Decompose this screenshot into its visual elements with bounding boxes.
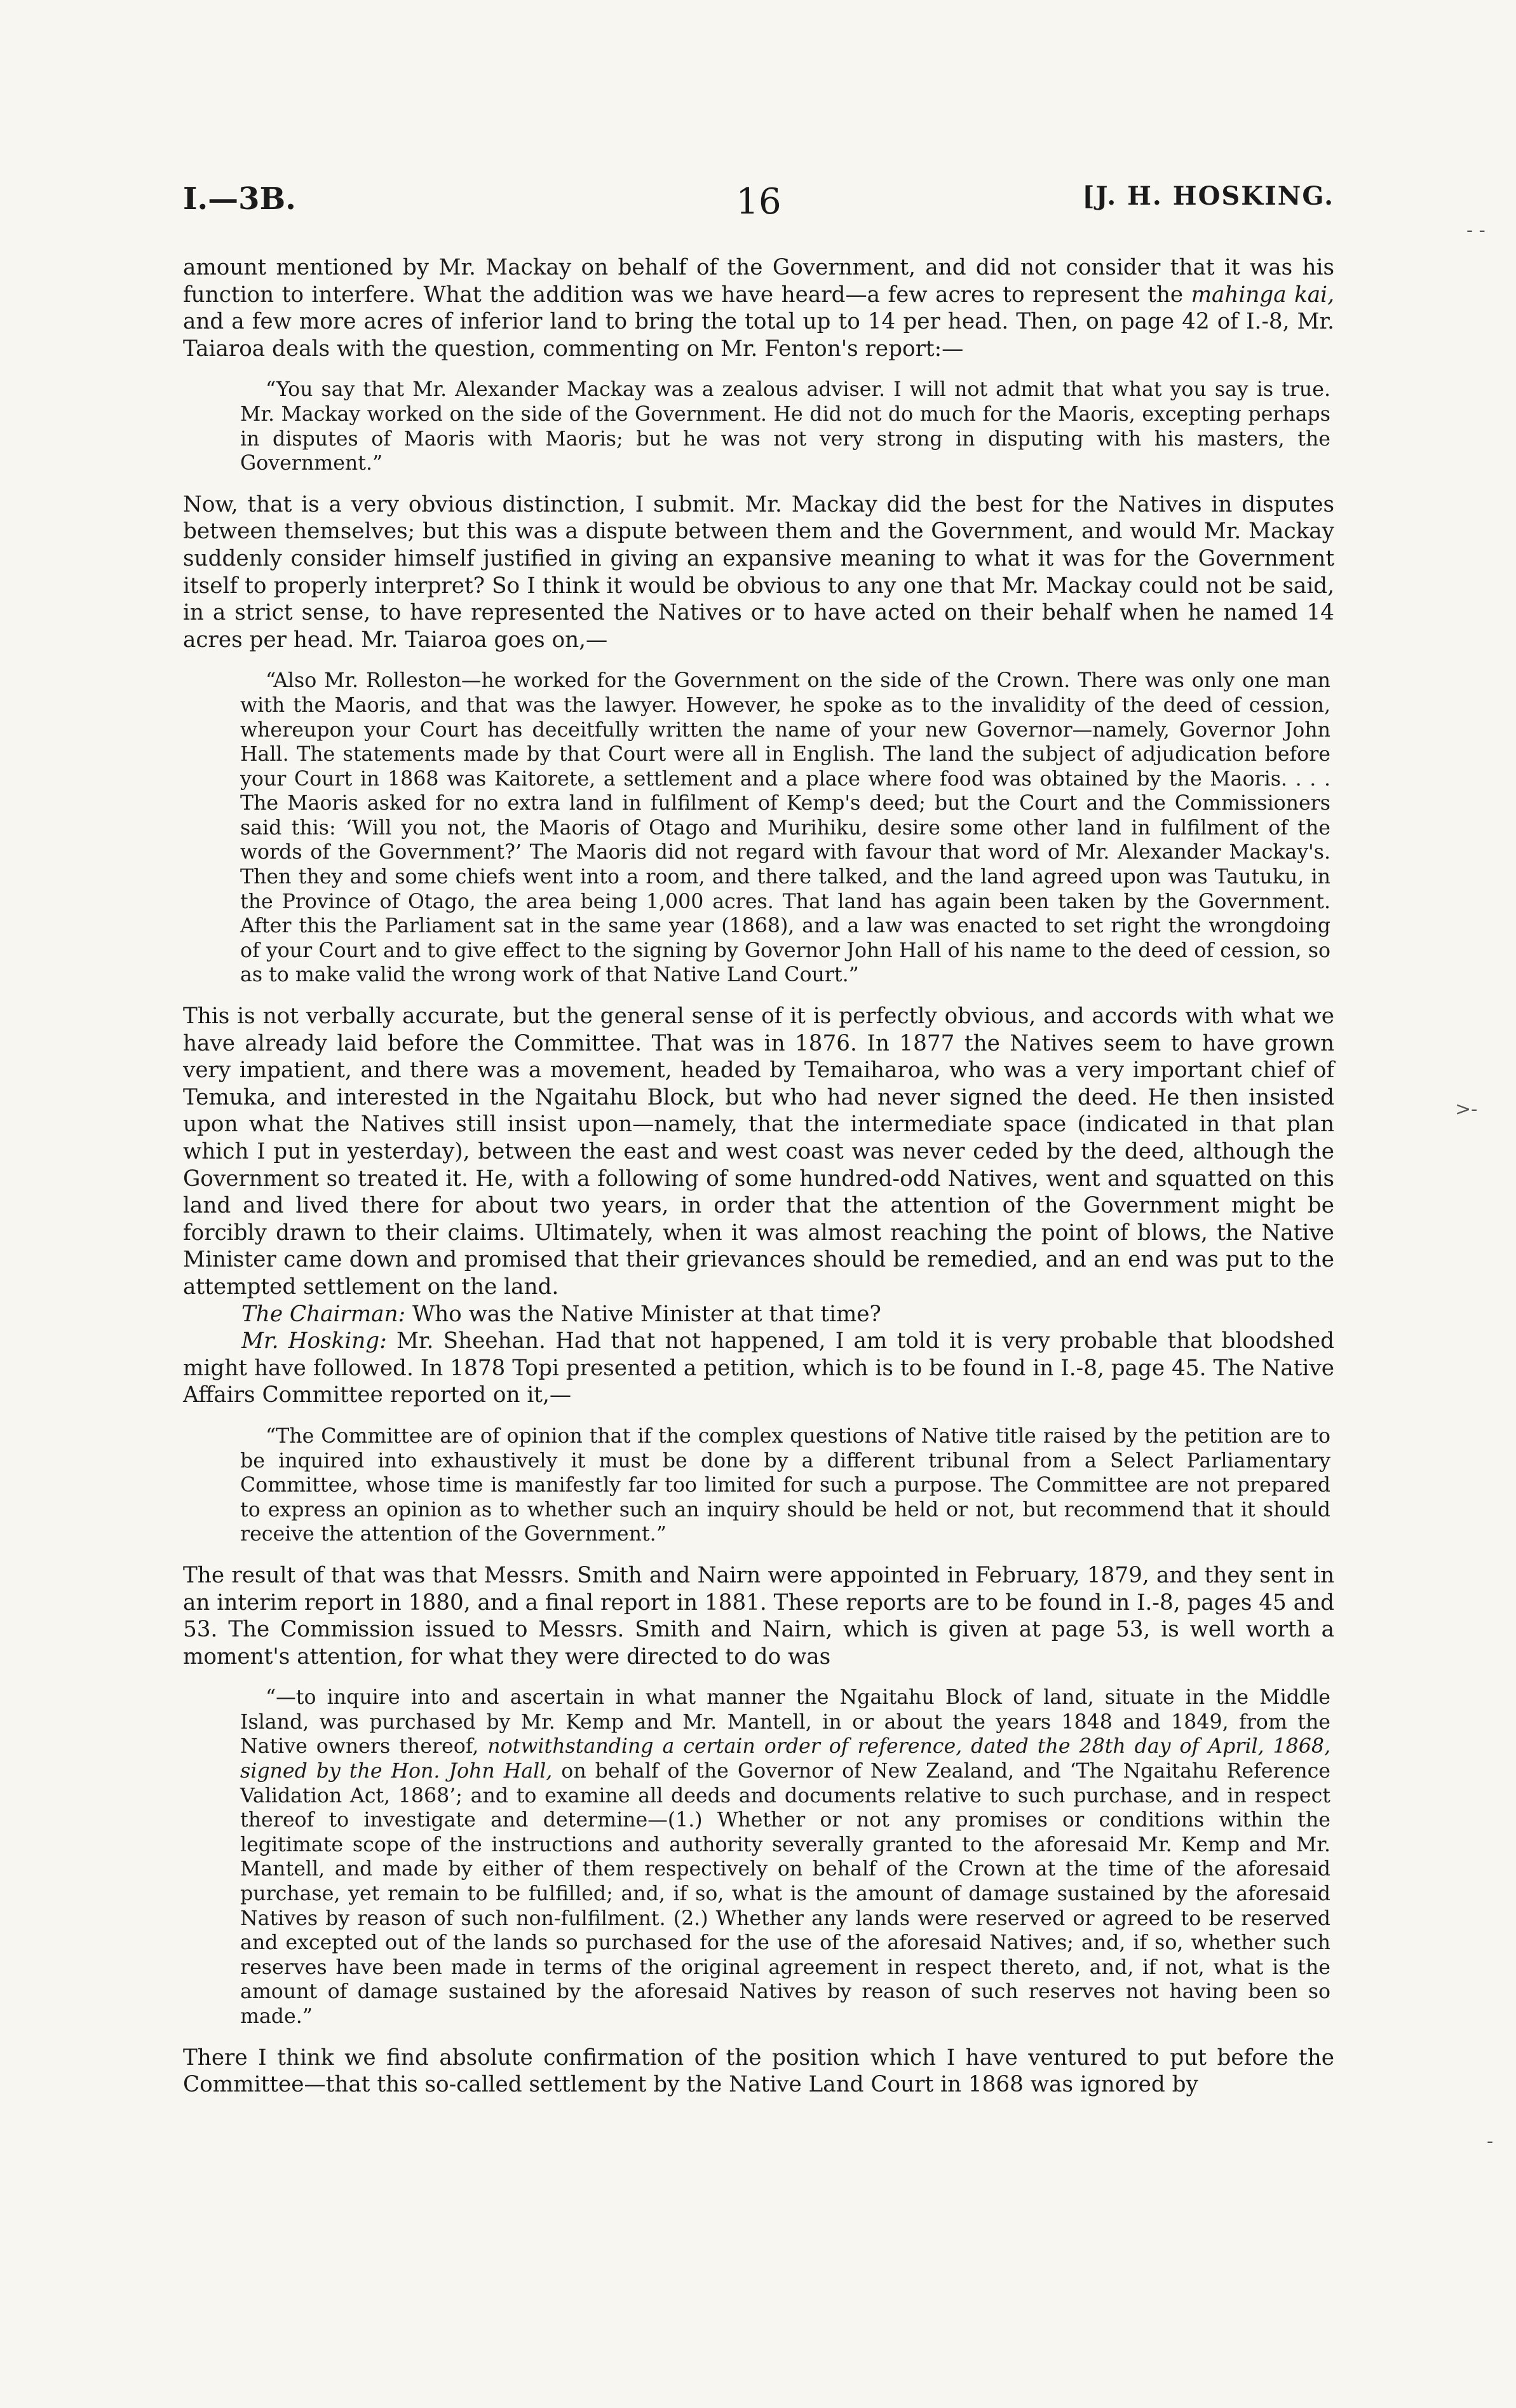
block-quote <box>240 1685 1330 2029</box>
page-number: 16 <box>736 181 782 222</box>
italic-term: mahinga kai, <box>1191 282 1334 308</box>
paragraph: This is not verbally accurate, but the general sense of it is perfectly obvious, and accords with what we have already laid before the Committee. That was in 1876. In 1877 the Natives seem to have grown very impatient, and there was a movement, headed by Temaiharoa, who was a very important chief of Temuka, and interested in the Ngaitahu Block, but who had never signed the deed. He then insisted upon what the Natives still insist upon—namely, that the intermediate space (indicated in that plan which I put in yesterday), between the east and west coast was never ceded by the deed, although the Government so treated it. He, with a following of some hundred-odd Natives, went and squatted on this land and lived there for about two years, in order that the attention of the Government might be forcibly drawn to their claims. Ultimately, when it was almost reaching the point of blows, the Native Minister came down and promised that their grievances should be remedied, and an end was put to the attempted settlement on the land. <box>183 1003 1334 1300</box>
margin-mark: - <box>1487 2130 1494 2153</box>
paragraph <box>183 254 1334 362</box>
paragraph: There I think we find absolute confirmation of the position which I have ventured to put before the Committee—that this so-called settlement by the Native Land Court in 1868 was ignored by <box>183 2044 1334 2098</box>
speaker-name: The Chairman: <box>241 1301 406 1327</box>
text-run: and a few more acres of inferior land to bring the total up to 14 per head. Then, on page 42 of I.-8, Mr. Taiaroa deals with the question, commenting on Mr. Fenton's report:— <box>183 309 1334 362</box>
paragraph: Now, that is a very obvious distinction, I submit. Mr. Mackay did the best for the Natives in disputes between themselves; but this was a dispute between them and the Government, and would Mr. Mackay suddenly consider himself justified in giving an expansive meaning to what it was for the Government itself to properly interpret? So I think it would be obvious to any one that Mr. Mackay could not be said, in a strict sense, to have represented the Natives or to have acted on their behalf when he named 14 acres per head. Mr. Taiaroa goes on,— <box>183 491 1334 653</box>
block-quote: “Also Mr. Rolleston—he worked for the Government on the side of the Crown. There was only one man with the Maoris, and that was the lawyer. However, he spoke as to the invalidity of the deed of cession, whereupon your Court has deceitfully written the name of your new Governor—namely, Governor John Hall. The statements made by that Court were all in English. The land the subject of adjudication before your Court in 1868 was Kaitorete, a settlement and a place where food was obtained by the Maoris. . . . The Maoris asked for no extra land in fulfilment of Kemp's deed; but the Court and the Commissioners said this: ‘Will you not, the Maoris of Otago and Murihiku, desire some other land in fulfilment of the words of the Government?’ The Maoris did not regard with favour that word of Mr. Alexander Mackay's. Then they and some chiefs went into a room, and there talked, and the land agreed upon was Tautuku, in the Province of Otago, the area being 1,000 acres. That land has again been taken by the Government. After this the Parliament sat in the same year (1868), and a law was enacted to set right the wrongdoing of your Court and to give effect to the signing by Governor John Hall of his name to the deed of cession, so as to make valid the wrong work of that Native Land Court.” <box>240 669 1330 987</box>
speech-text: Mr. Sheehan. Had that not happened, I am told it is very probable that bloodshed might have followed. In 1878 Topi presented a petition, which is to be found in I.-8, page 45. The Native Affairs Committee reported on it,— <box>183 1328 1334 1408</box>
margin-mark: ‑ ‑ <box>1466 219 1486 241</box>
speaker-name: Mr. Hosking: <box>241 1328 387 1354</box>
paragraph: The result of that was that Messrs. Smith and Nairn were appointed in February, 1879, and they sent in an interim report in 1880, and a final report in 1881. These reports are to be found in I.-8, pages 45 and 53. The Commission issued to Messrs. Smith and Nairn, which is given at page 53, is well worth a moment's attention, for what they were directed to do was <box>183 1562 1334 1670</box>
block-quote: “The Committee are of opinion that if the complex questions of Native title raised by the petition are to be inquired into exhaustively it must be done by a different tribunal from a Select Parliamentary Committee, whose time is manifestly far too limited for such a purpose. The Committee are not prepared to express an opinion as to whether such an inquiry should be held or not, but recommend that it should receive the attention of the Government.” <box>240 1424 1330 1546</box>
text-run: on behalf of the Governor of New Zealand, and ‘The Ngaitahu Reference Validation Act, 1868’; and to examine all deeds and documents relative to such purchase, and in respect thereof to investigate and determine—(1.) Whether or not any promises or conditions within the legitimate scope of the instructions and authority severally granted to the aforesaid Mr. Kemp and Mr. Mantell, and made by either of them respectively on behalf of the Crown at the time of the aforesaid purchase, yet remain to be fulfilled; and, if so, what is the amount of damage sustained by the aforesaid Natives by reason of such non-fulfilment. (2.) Whether any lands were reserved or agreed to be reserved and excepted out of the lands so purchased for the use of the aforesaid Natives; and, if so, whether such reserves have been made in terms of the original agreement in respect thereto, and, if not, what is the amount of damage sustained by the aforesaid Natives by reason of such reserves not having been so made.” <box>240 1760 1331 2028</box>
block-quote: “You say that Mr. Alexander Mackay was a zealous adviser. I will not admit that what you say is true. Mr. Mackay worked on the side of the Government. He did not do much for the Maoris, excepting perhaps in disputes of Maoris with Maoris; but he was not very strong in disputing with his masters, the Government.” <box>240 378 1330 475</box>
margin-mark: >- <box>1455 1098 1478 1120</box>
dialogue-line <box>183 1301 1334 1328</box>
italic-text: notwithstanding a certain order of reference, dated the 28th day of April, 1868, signed by the Hon. John Hall, <box>240 1735 1330 1783</box>
paper-reference: I.—3B. <box>183 181 296 217</box>
page-header <box>183 181 1334 232</box>
body-text <box>183 254 1334 2098</box>
text-run: amount mentioned by Mr. Mackay on behalf of the Government, and did not consider that it was his function to interfere. What the addition was we have heard—a few acres to represent the <box>183 255 1334 308</box>
text-run: “—to inquire into and ascertain in what manner the Ngaitahu Block of land, situate in the Middle Island, was purchased by Mr. Kemp and Mr. Mantell, in or about the years 1848 and 1849, from the Native owners thereof, <box>240 1686 1330 1758</box>
speech-text: Who was the Native Minister at that time? <box>405 1301 881 1327</box>
dialogue-line <box>183 1328 1334 1409</box>
speaker-reference: [J. H. HOSKING. <box>1082 181 1334 211</box>
